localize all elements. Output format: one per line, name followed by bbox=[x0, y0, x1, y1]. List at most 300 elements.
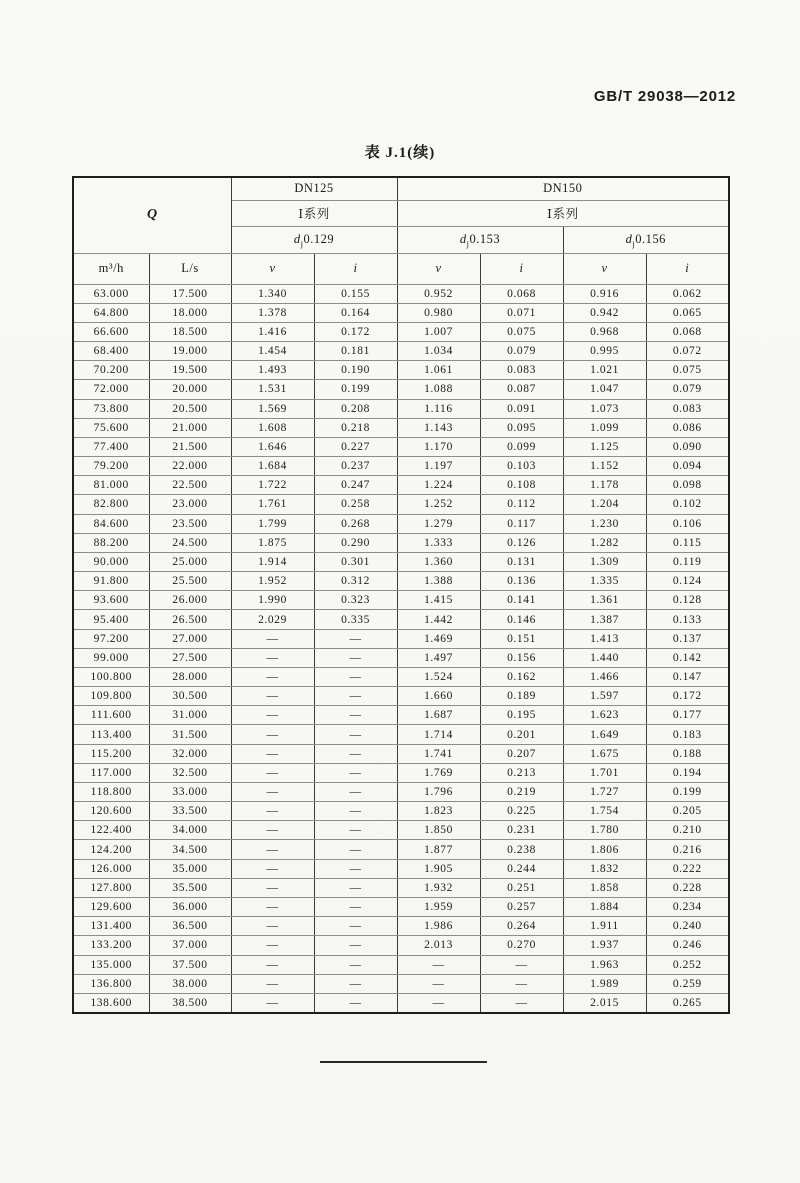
table-cell: 0.216 bbox=[646, 840, 729, 859]
table-cell: 0.219 bbox=[480, 782, 563, 801]
table-row bbox=[73, 859, 729, 878]
table-cell: 21.500 bbox=[149, 437, 231, 456]
table-cell: 0.227 bbox=[314, 437, 397, 456]
table-cell: 1.230 bbox=[563, 514, 646, 533]
table-cell: 75.600 bbox=[73, 418, 149, 437]
table-cell: 0.259 bbox=[646, 974, 729, 993]
table-row bbox=[73, 591, 729, 610]
table-row bbox=[73, 878, 729, 897]
table-row bbox=[73, 687, 729, 706]
table-cell: 0.952 bbox=[397, 284, 480, 303]
table-cell: 70.200 bbox=[73, 361, 149, 380]
table-row bbox=[73, 821, 729, 840]
table-row bbox=[73, 840, 729, 859]
table-cell: 0.115 bbox=[646, 533, 729, 552]
table-cell: 0.234 bbox=[646, 898, 729, 917]
table-cell: 68.400 bbox=[73, 342, 149, 361]
table-cell: 0.095 bbox=[480, 418, 563, 437]
table-cell: 0.210 bbox=[646, 821, 729, 840]
table-cell: 0.133 bbox=[646, 610, 729, 629]
table-cell: 32.500 bbox=[149, 763, 231, 782]
table-row bbox=[73, 380, 729, 399]
table-cell: 0.065 bbox=[646, 303, 729, 322]
table-cell: — bbox=[231, 821, 314, 840]
table-cell: 1.047 bbox=[563, 380, 646, 399]
table-cell: 32.000 bbox=[149, 744, 231, 763]
table-cell: 0.942 bbox=[563, 303, 646, 322]
table-cell: 100.800 bbox=[73, 667, 149, 686]
table-cell: — bbox=[231, 667, 314, 686]
table-cell: 1.858 bbox=[563, 878, 646, 897]
table-cell: 25.000 bbox=[149, 552, 231, 571]
table-cell: 0.136 bbox=[480, 572, 563, 591]
table-cell: 38.500 bbox=[149, 993, 231, 1012]
table-cell: 0.068 bbox=[646, 322, 729, 341]
table-cell: 1.754 bbox=[563, 802, 646, 821]
table-cell: 36.000 bbox=[149, 898, 231, 917]
diameter-header: $d_j0.129$ bbox=[231, 226, 397, 253]
table-cell: 1.806 bbox=[563, 840, 646, 859]
table-row bbox=[73, 418, 729, 437]
table-cell: — bbox=[231, 878, 314, 897]
unit-ls-header: L/s bbox=[149, 253, 231, 284]
table-cell: 0.301 bbox=[314, 552, 397, 571]
table-row bbox=[73, 802, 729, 821]
table-cell: 0.156 bbox=[480, 648, 563, 667]
table-row bbox=[73, 572, 729, 591]
table-cell: 1.569 bbox=[231, 399, 314, 418]
velocity-header: v bbox=[397, 253, 480, 284]
table-cell: 1.832 bbox=[563, 859, 646, 878]
table-cell: — bbox=[314, 821, 397, 840]
table-row bbox=[73, 322, 729, 341]
table-cell: 1.340 bbox=[231, 284, 314, 303]
table-cell: 109.800 bbox=[73, 687, 149, 706]
table-cell: 31.500 bbox=[149, 725, 231, 744]
table-cell: 22.500 bbox=[149, 476, 231, 495]
table-cell: 63.000 bbox=[73, 284, 149, 303]
table-cell: — bbox=[314, 974, 397, 993]
table-cell: 0.098 bbox=[646, 476, 729, 495]
table-cell: 0.155 bbox=[314, 284, 397, 303]
table-cell: 0.257 bbox=[480, 898, 563, 917]
table-row bbox=[73, 974, 729, 993]
table-row bbox=[73, 284, 729, 303]
table-cell: 0.062 bbox=[646, 284, 729, 303]
table-cell: 27.000 bbox=[149, 629, 231, 648]
table-row bbox=[73, 457, 729, 476]
table-row bbox=[73, 303, 729, 322]
table-row bbox=[73, 552, 729, 571]
table-cell: 1.608 bbox=[231, 418, 314, 437]
table-cell: 1.416 bbox=[231, 322, 314, 341]
table-cell: — bbox=[231, 936, 314, 955]
table-cell: 1.143 bbox=[397, 418, 480, 437]
table-cell: 0.087 bbox=[480, 380, 563, 399]
table-cell: — bbox=[231, 974, 314, 993]
dn-header: DN150 bbox=[397, 177, 729, 200]
table-cell: 1.415 bbox=[397, 591, 480, 610]
table-cell: 1.413 bbox=[563, 629, 646, 648]
table-cell: 1.684 bbox=[231, 457, 314, 476]
table-cell: — bbox=[314, 917, 397, 936]
table-cell: 131.400 bbox=[73, 917, 149, 936]
table-cell: — bbox=[314, 706, 397, 725]
table-cell: 0.079 bbox=[480, 342, 563, 361]
table-cell: 93.600 bbox=[73, 591, 149, 610]
table-cell: 0.099 bbox=[480, 437, 563, 456]
table-cell: 1.911 bbox=[563, 917, 646, 936]
diameter-header: $d_j0.153$ bbox=[397, 226, 563, 253]
headloss-header: i bbox=[646, 253, 729, 284]
table-cell: 73.800 bbox=[73, 399, 149, 418]
table-cell: — bbox=[397, 974, 480, 993]
table-cell: 0.916 bbox=[563, 284, 646, 303]
table-cell: 0.199 bbox=[646, 782, 729, 801]
table-cell: 0.980 bbox=[397, 303, 480, 322]
headloss-header: i bbox=[480, 253, 563, 284]
table-cell: — bbox=[231, 706, 314, 725]
standard-number: GB/T 29038—2012 bbox=[593, 88, 736, 105]
table-cell: 0.251 bbox=[480, 878, 563, 897]
table-cell: 19.000 bbox=[149, 342, 231, 361]
table-cell: 0.131 bbox=[480, 552, 563, 571]
table-cell: 0.112 bbox=[480, 495, 563, 514]
table-cell: 1.963 bbox=[563, 955, 646, 974]
table-cell: 20.000 bbox=[149, 380, 231, 399]
table-cell: — bbox=[231, 898, 314, 917]
table-cell: 26.500 bbox=[149, 610, 231, 629]
table-row bbox=[73, 898, 729, 917]
table-cell: 1.152 bbox=[563, 457, 646, 476]
table-cell: 0.172 bbox=[314, 322, 397, 341]
table-cell: 0.181 bbox=[314, 342, 397, 361]
table-cell: 38.000 bbox=[149, 974, 231, 993]
table-cell: 0.094 bbox=[646, 457, 729, 476]
table-cell: 135.000 bbox=[73, 955, 149, 974]
table-row bbox=[73, 342, 729, 361]
table-row bbox=[73, 917, 729, 936]
table-cell: 1.623 bbox=[563, 706, 646, 725]
table-cell: 0.137 bbox=[646, 629, 729, 648]
table-cell: 0.151 bbox=[480, 629, 563, 648]
table-cell: 34.500 bbox=[149, 840, 231, 859]
table-cell: 0.195 bbox=[480, 706, 563, 725]
table-cell: 1.675 bbox=[563, 744, 646, 763]
table-cell: 0.238 bbox=[480, 840, 563, 859]
table-cell: 1.178 bbox=[563, 476, 646, 495]
table-cell: 24.500 bbox=[149, 533, 231, 552]
table-cell: 0.188 bbox=[646, 744, 729, 763]
table-cell: — bbox=[480, 993, 563, 1012]
table-cell: 1.497 bbox=[397, 648, 480, 667]
table-cell: — bbox=[314, 763, 397, 782]
table-cell: 18.000 bbox=[149, 303, 231, 322]
table-cell: 21.000 bbox=[149, 418, 231, 437]
table-cell: 0.189 bbox=[480, 687, 563, 706]
table-cell: 72.000 bbox=[73, 380, 149, 399]
table-cell: 1.099 bbox=[563, 418, 646, 437]
table-cell: 36.500 bbox=[149, 917, 231, 936]
table-cell: 91.800 bbox=[73, 572, 149, 591]
table-cell: 1.204 bbox=[563, 495, 646, 514]
table-cell: 0.290 bbox=[314, 533, 397, 552]
table-cell: 1.989 bbox=[563, 974, 646, 993]
table-cell: 0.265 bbox=[646, 993, 729, 1012]
table-cell: 118.800 bbox=[73, 782, 149, 801]
table-cell: 0.237 bbox=[314, 457, 397, 476]
table-cell: 1.952 bbox=[231, 572, 314, 591]
table-cell: 0.246 bbox=[646, 936, 729, 955]
table-cell: — bbox=[231, 648, 314, 667]
table-cell: 133.200 bbox=[73, 936, 149, 955]
table-cell: — bbox=[480, 955, 563, 974]
table-row bbox=[73, 533, 729, 552]
table-cell: 1.796 bbox=[397, 782, 480, 801]
table-cell: 0.090 bbox=[646, 437, 729, 456]
hydraulic-calculation-table bbox=[72, 176, 730, 1014]
table-row bbox=[73, 706, 729, 725]
table-cell: 1.466 bbox=[563, 667, 646, 686]
table-row bbox=[73, 648, 729, 667]
table-cell: 2.029 bbox=[231, 610, 314, 629]
table-cell: 1.877 bbox=[397, 840, 480, 859]
table-cell: 1.875 bbox=[231, 533, 314, 552]
table-cell: — bbox=[231, 840, 314, 859]
table-cell: 1.224 bbox=[397, 476, 480, 495]
table-cell: 37.000 bbox=[149, 936, 231, 955]
table-cell: 0.207 bbox=[480, 744, 563, 763]
table-cell: 1.279 bbox=[397, 514, 480, 533]
table-cell: — bbox=[314, 878, 397, 897]
table-cell: 136.800 bbox=[73, 974, 149, 993]
table-cell: 18.500 bbox=[149, 322, 231, 341]
dn-header: DN125 bbox=[231, 177, 397, 200]
table-row bbox=[73, 476, 729, 495]
table-cell: 20.500 bbox=[149, 399, 231, 418]
table-cell: 0.244 bbox=[480, 859, 563, 878]
table-cell: 0.218 bbox=[314, 418, 397, 437]
table-cell: 1.884 bbox=[563, 898, 646, 917]
table-row bbox=[73, 936, 729, 955]
q-header: Q bbox=[73, 177, 231, 253]
table-cell: 0.075 bbox=[646, 361, 729, 380]
table-cell: 0.213 bbox=[480, 763, 563, 782]
table-cell: 1.252 bbox=[397, 495, 480, 514]
table-cell: 1.088 bbox=[397, 380, 480, 399]
table-cell: 117.000 bbox=[73, 763, 149, 782]
table-cell: 1.524 bbox=[397, 667, 480, 686]
table-cell: 0.247 bbox=[314, 476, 397, 495]
table-cell: 0.142 bbox=[646, 648, 729, 667]
table-cell: 0.968 bbox=[563, 322, 646, 341]
table-cell: — bbox=[314, 725, 397, 744]
table-row bbox=[73, 763, 729, 782]
unit-m3h-header: m³/h bbox=[73, 253, 149, 284]
table-cell: 33.000 bbox=[149, 782, 231, 801]
end-of-table-rule bbox=[320, 1061, 487, 1063]
table-cell: — bbox=[314, 936, 397, 955]
table-cell: 0.102 bbox=[646, 495, 729, 514]
table-cell: 1.061 bbox=[397, 361, 480, 380]
table-cell: 1.021 bbox=[563, 361, 646, 380]
headloss-header: i bbox=[314, 253, 397, 284]
table-header bbox=[73, 177, 729, 284]
table-cell: 17.500 bbox=[149, 284, 231, 303]
table-row bbox=[73, 514, 729, 533]
table-cell: — bbox=[480, 974, 563, 993]
table-cell: 37.500 bbox=[149, 955, 231, 974]
table-row bbox=[73, 437, 729, 456]
table-cell: 0.079 bbox=[646, 380, 729, 399]
table-row bbox=[73, 782, 729, 801]
table-cell: 0.268 bbox=[314, 514, 397, 533]
table-cell: 35.000 bbox=[149, 859, 231, 878]
table-cell: — bbox=[314, 648, 397, 667]
table-cell: 0.270 bbox=[480, 936, 563, 955]
table-cell: 66.600 bbox=[73, 322, 149, 341]
table-cell: — bbox=[231, 629, 314, 648]
table-cell: 30.500 bbox=[149, 687, 231, 706]
table-cell: 1.687 bbox=[397, 706, 480, 725]
table-cell: 0.117 bbox=[480, 514, 563, 533]
table-cell: 0.177 bbox=[646, 706, 729, 725]
table-cell: 27.500 bbox=[149, 648, 231, 667]
series-header: Ⅰ系列 bbox=[231, 200, 397, 226]
table-cell: 0.103 bbox=[480, 457, 563, 476]
table-cell: — bbox=[314, 840, 397, 859]
table-cell: — bbox=[314, 898, 397, 917]
table-cell: — bbox=[397, 955, 480, 974]
table-cell: — bbox=[231, 687, 314, 706]
table-cell: — bbox=[231, 763, 314, 782]
table-cell: 1.116 bbox=[397, 399, 480, 418]
table-cell: 0.072 bbox=[646, 342, 729, 361]
table-cell: 26.000 bbox=[149, 591, 231, 610]
table-cell: 1.125 bbox=[563, 437, 646, 456]
table-cell: 1.646 bbox=[231, 437, 314, 456]
table-cell: 1.714 bbox=[397, 725, 480, 744]
table-cell: 22.000 bbox=[149, 457, 231, 476]
table-cell: — bbox=[231, 955, 314, 974]
table-body bbox=[73, 284, 729, 1013]
table-cell: 34.000 bbox=[149, 821, 231, 840]
table-cell: 1.905 bbox=[397, 859, 480, 878]
table-cell: 1.442 bbox=[397, 610, 480, 629]
table-cell: 23.500 bbox=[149, 514, 231, 533]
table-row bbox=[73, 993, 729, 1012]
table-cell: 113.400 bbox=[73, 725, 149, 744]
table-cell: 1.850 bbox=[397, 821, 480, 840]
table-cell: 0.147 bbox=[646, 667, 729, 686]
table-cell: 88.200 bbox=[73, 533, 149, 552]
table-cell: 0.146 bbox=[480, 610, 563, 629]
table-cell: 77.400 bbox=[73, 437, 149, 456]
table-cell: — bbox=[314, 782, 397, 801]
table-cell: — bbox=[314, 687, 397, 706]
series-header: Ⅰ系列 bbox=[397, 200, 729, 226]
table-cell: 138.600 bbox=[73, 993, 149, 1012]
table-cell: 0.228 bbox=[646, 878, 729, 897]
table-cell: 1.937 bbox=[563, 936, 646, 955]
table-cell: 0.162 bbox=[480, 667, 563, 686]
table-cell: — bbox=[231, 744, 314, 763]
table-cell: 0.194 bbox=[646, 763, 729, 782]
table-cell: 64.800 bbox=[73, 303, 149, 322]
table-cell: 0.222 bbox=[646, 859, 729, 878]
table-cell: 111.600 bbox=[73, 706, 149, 725]
table-cell: 0.083 bbox=[646, 399, 729, 418]
table-cell: 1.387 bbox=[563, 610, 646, 629]
table-cell: 2.013 bbox=[397, 936, 480, 955]
table-cell: — bbox=[314, 744, 397, 763]
table-row bbox=[73, 495, 729, 514]
table-cell: 1.197 bbox=[397, 457, 480, 476]
table-cell: 1.007 bbox=[397, 322, 480, 341]
table-cell: 1.932 bbox=[397, 878, 480, 897]
table-cell: — bbox=[397, 993, 480, 1012]
table-row bbox=[73, 667, 729, 686]
table-cell: 1.378 bbox=[231, 303, 314, 322]
table-cell: 0.164 bbox=[314, 303, 397, 322]
table-cell: 1.597 bbox=[563, 687, 646, 706]
table-cell: 0.086 bbox=[646, 418, 729, 437]
table-row bbox=[73, 399, 729, 418]
table-cell: 0.225 bbox=[480, 802, 563, 821]
table-cell: 0.240 bbox=[646, 917, 729, 936]
table-cell: — bbox=[314, 667, 397, 686]
table-cell: 1.360 bbox=[397, 552, 480, 571]
table-cell: 0.091 bbox=[480, 399, 563, 418]
table-cell: — bbox=[231, 859, 314, 878]
table-cell: 0.106 bbox=[646, 514, 729, 533]
table-cell: 0.323 bbox=[314, 591, 397, 610]
table-cell: 0.124 bbox=[646, 572, 729, 591]
table-cell: 79.200 bbox=[73, 457, 149, 476]
table-cell: 1.780 bbox=[563, 821, 646, 840]
table-cell: 1.388 bbox=[397, 572, 480, 591]
table-cell: 1.649 bbox=[563, 725, 646, 744]
table-cell: 0.190 bbox=[314, 361, 397, 380]
table-cell: 0.312 bbox=[314, 572, 397, 591]
table-cell: 1.034 bbox=[397, 342, 480, 361]
table-cell: — bbox=[314, 802, 397, 821]
table-cell: 19.500 bbox=[149, 361, 231, 380]
table-cell: 28.000 bbox=[149, 667, 231, 686]
table-cell: 0.119 bbox=[646, 552, 729, 571]
table-row bbox=[73, 725, 729, 744]
table-cell: 0.126 bbox=[480, 533, 563, 552]
table-cell: 90.000 bbox=[73, 552, 149, 571]
table-cell: 82.800 bbox=[73, 495, 149, 514]
table-cell: 33.500 bbox=[149, 802, 231, 821]
table-cell: 1.769 bbox=[397, 763, 480, 782]
table-cell: 1.335 bbox=[563, 572, 646, 591]
table-cell: 1.959 bbox=[397, 898, 480, 917]
velocity-header: v bbox=[231, 253, 314, 284]
table-cell: 84.600 bbox=[73, 514, 149, 533]
table-cell: 1.986 bbox=[397, 917, 480, 936]
table-cell: 23.000 bbox=[149, 495, 231, 514]
table-cell: 0.995 bbox=[563, 342, 646, 361]
table-cell: 1.440 bbox=[563, 648, 646, 667]
table-cell: 99.000 bbox=[73, 648, 149, 667]
table-title: 表 J.1(续) bbox=[364, 145, 436, 161]
table-cell: — bbox=[231, 782, 314, 801]
table-cell: 2.015 bbox=[563, 993, 646, 1012]
table-cell: 0.128 bbox=[646, 591, 729, 610]
table-cell: 115.200 bbox=[73, 744, 149, 763]
